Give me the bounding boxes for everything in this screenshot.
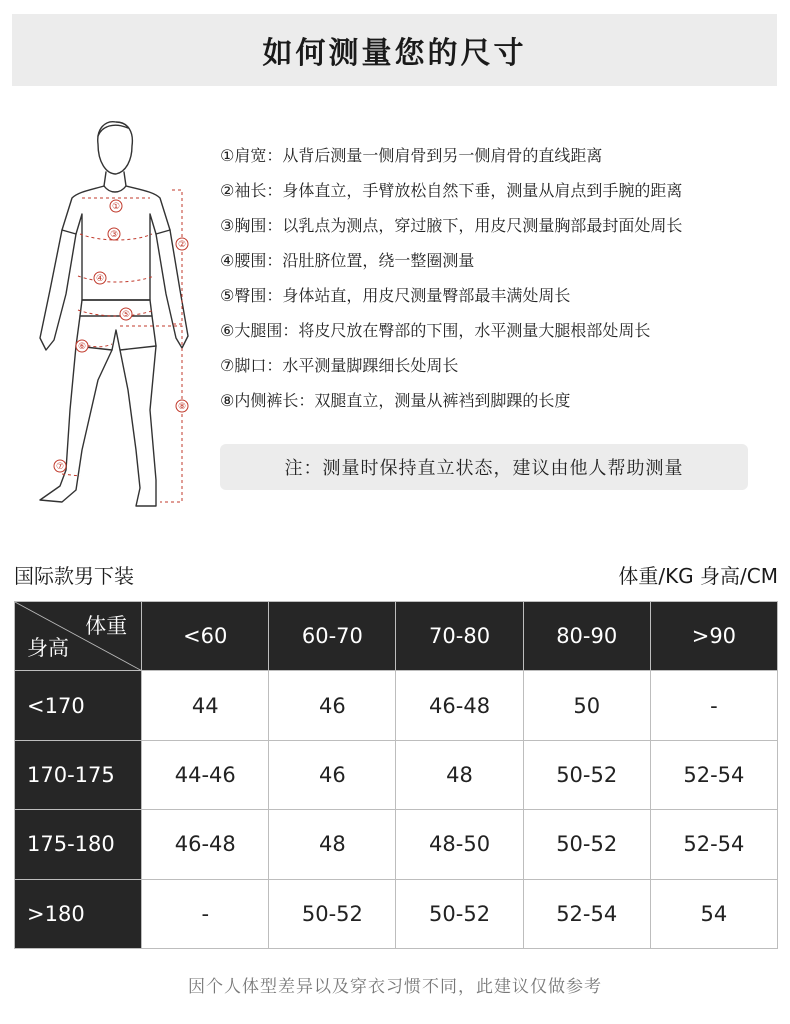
measurement-instructions — [220, 144, 780, 424]
body-outline-illustration — [10, 110, 210, 530]
instruction-text: 以乳点为测点，穿过腋下，用皮尺测量胸部最封面处周长 — [282, 216, 683, 235]
instruction-text: 从背后测量一侧肩骨到另一侧肩骨的直线距离 — [282, 146, 603, 165]
instruction-label: ①肩宽： — [220, 146, 283, 165]
size-table — [14, 601, 778, 949]
row-header: <170 — [15, 671, 142, 740]
table-cell: 48-50 — [396, 810, 523, 879]
table-corner-cell — [15, 602, 142, 671]
table-cell: 44 — [142, 671, 269, 740]
corner-height-label: 身高 — [27, 636, 69, 661]
marker-7: ⑦ — [55, 462, 65, 472]
marker-8: ⑧ — [177, 402, 187, 412]
measurement-note: 注：测量时保持直立状态，建议由他人帮助测量 — [220, 444, 748, 490]
marker-6: ⑥ — [77, 342, 87, 352]
table-cell: 44-46 — [142, 740, 269, 809]
table-row — [15, 671, 778, 740]
table-cell: 46 — [269, 740, 396, 809]
column-header: <60 — [142, 602, 269, 671]
instruction-waist — [220, 249, 780, 284]
table-cell: 46-48 — [396, 671, 523, 740]
instruction-label: ⑤臀围： — [220, 286, 283, 305]
table-cell: 50-52 — [523, 740, 650, 809]
instruction-text: 身体站直，用皮尺测量臀部最丰满处周长 — [282, 286, 571, 305]
instruction-label: ⑦脚口： — [220, 356, 283, 375]
marker-5: ⑤ — [121, 310, 131, 320]
instruction-sleeve — [220, 179, 780, 214]
column-header: 80-90 — [523, 602, 650, 671]
table-cell: 46 — [269, 671, 396, 740]
instruction-label: ②袖长： — [220, 181, 283, 200]
column-header: 60-70 — [269, 602, 396, 671]
column-header: 70-80 — [396, 602, 523, 671]
size-section-title: 国际款男下装 — [14, 564, 134, 588]
marker-3: ③ — [109, 230, 119, 240]
instruction-label: ④腰围： — [220, 251, 283, 270]
table-header-row — [15, 602, 778, 671]
title-bar — [12, 14, 777, 86]
table-cell: 48 — [269, 810, 396, 879]
instruction-text: 双腿直立，测量从裤裆到脚踝的长度 — [314, 391, 571, 410]
instruction-leg-opening — [220, 354, 780, 389]
instruction-thigh — [220, 319, 780, 354]
instruction-text: 身体直立，手臂放松自然下垂，测量从肩点到手腕的距离 — [282, 181, 683, 200]
body-measurement-figure — [10, 110, 210, 530]
marker-4: ④ — [95, 274, 105, 284]
instruction-label: ⑥大腿围： — [220, 321, 299, 340]
page-title: 如何测量您的尺寸 — [262, 36, 527, 71]
row-header: >180 — [15, 879, 142, 948]
row-header: 170-175 — [15, 740, 142, 809]
corner-weight-label: 体重 — [85, 614, 128, 638]
table-cell: 52-54 — [650, 740, 777, 809]
instruction-text: 水平测量脚踝细长处周长 — [282, 356, 459, 375]
table-row — [15, 740, 778, 809]
marker-2: ② — [177, 240, 187, 250]
instruction-hip — [220, 284, 780, 319]
table-cell: 46-48 — [142, 810, 269, 879]
table-cell: - — [650, 671, 777, 740]
table-cell: 50-52 — [269, 879, 396, 948]
table-cell: 50-52 — [523, 810, 650, 879]
table-cell: 48 — [396, 740, 523, 809]
instruction-text: 将皮尺放在臀部的下围，水平测量大腿根部处周长 — [298, 321, 651, 340]
table-cell: - — [142, 879, 269, 948]
table-cell: 50 — [523, 671, 650, 740]
row-header: 175-180 — [15, 810, 142, 879]
instruction-label: ⑧内侧裤长： — [220, 391, 315, 410]
instruction-label: ③胸围： — [220, 216, 283, 235]
instruction-text: 沿肚脐位置，绕一整圈测量 — [282, 251, 475, 270]
footer-disclaimer: 因个人体型差异以及穿衣习惯不同，此建议仅做参考 — [188, 977, 602, 997]
table-row — [15, 810, 778, 879]
column-header: >90 — [650, 602, 777, 671]
marker-1: ① — [111, 202, 121, 212]
table-cell: 50-52 — [396, 879, 523, 948]
table-cell: 52-54 — [650, 810, 777, 879]
instruction-shoulder — [220, 144, 780, 179]
table-row — [15, 879, 778, 948]
instruction-inseam — [220, 389, 780, 424]
table-cell: 52-54 — [523, 879, 650, 948]
unit-label: 体重/KG 身高/CM — [618, 564, 778, 588]
instruction-chest — [220, 214, 780, 249]
table-cell: 54 — [650, 879, 777, 948]
